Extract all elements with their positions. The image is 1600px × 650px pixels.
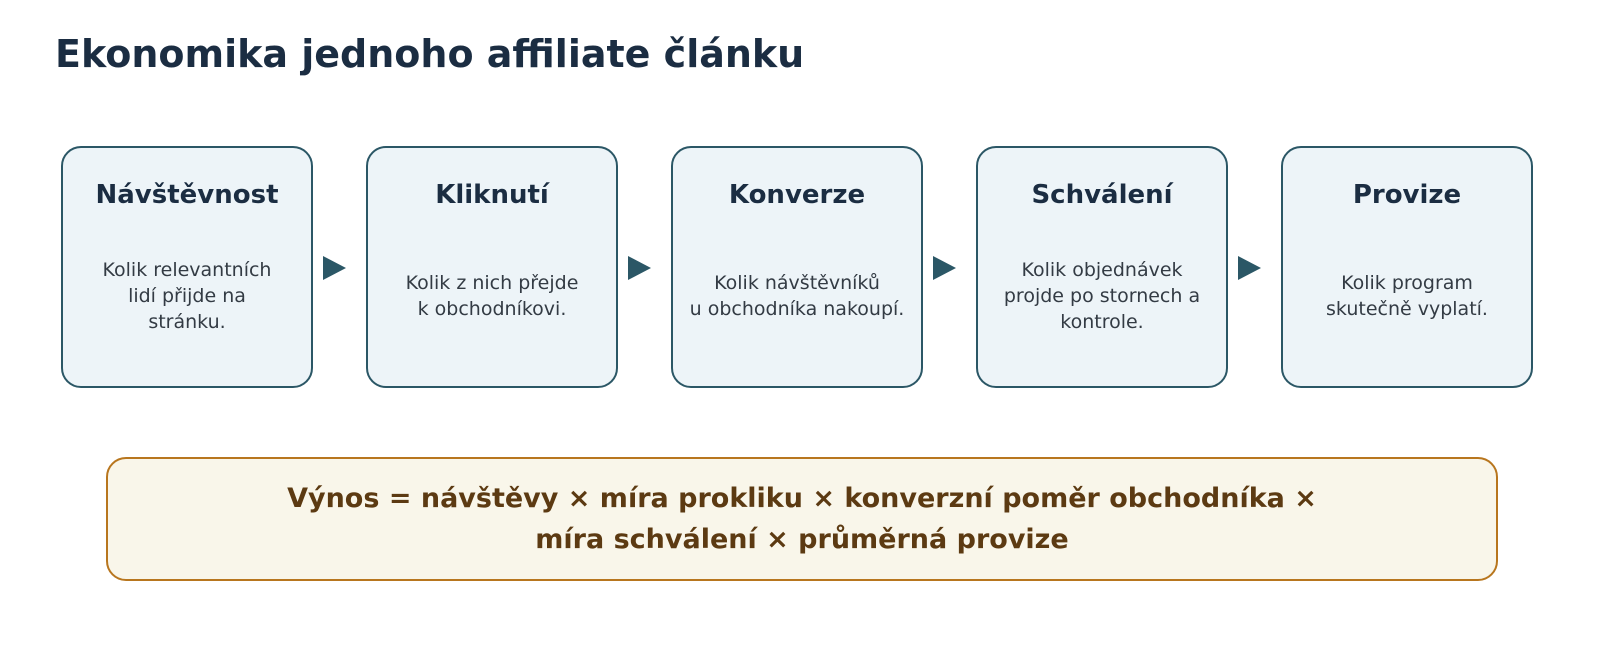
step-description [690,270,905,322]
step-description-line: Kolik relevantních [102,259,272,281]
step-description-line: stránku. [148,311,226,333]
step-description-line: u obchodníka nakoupí. [689,298,905,320]
step-description [1326,270,1488,322]
step-description [406,270,579,322]
step-navstevnost [61,146,313,388]
step-title: Schválení [1031,180,1173,210]
step-description-line: projde po stornech a [1003,285,1201,307]
step-title: Provize [1352,180,1462,210]
step-description [1004,257,1200,335]
formula-line: Výnos = návštěvy × míra prokliku × konverzní poměr obchodníka × [287,483,1317,514]
step-description-line: Kolik program [1341,272,1473,294]
step-description-line: skutečně vyplatí. [1326,298,1488,320]
arrow-right-icon [628,256,651,280]
step-description-line: Kolik objednávek [1021,259,1183,281]
formula-line: míra schválení × průměrná provize [535,524,1069,555]
diagram-title: Ekonomika jednoho affiliate článku [55,32,805,76]
arrow-right-icon [1238,256,1261,280]
step-description-line: Kolik z nich přejde [405,272,579,294]
step-description-line: k obchodníkovi. [417,298,567,320]
step-kliknuti [366,146,618,388]
step-description [103,257,272,335]
arrow-right-icon [933,256,956,280]
formula-text [287,478,1317,560]
step-schvaleni [976,146,1228,388]
step-description-line: kontrole. [1060,311,1144,333]
step-konverze [671,146,923,388]
arrow-right-icon [323,256,346,280]
formula-box [106,457,1498,581]
step-title: Kliknutí [435,180,549,210]
step-title: Návštěvnost [95,180,279,210]
step-description-line: lidí přijde na [128,285,246,307]
step-description-line: Kolik návštěvníků [714,272,880,294]
step-provize [1281,146,1533,388]
step-title: Konverze [728,180,866,210]
